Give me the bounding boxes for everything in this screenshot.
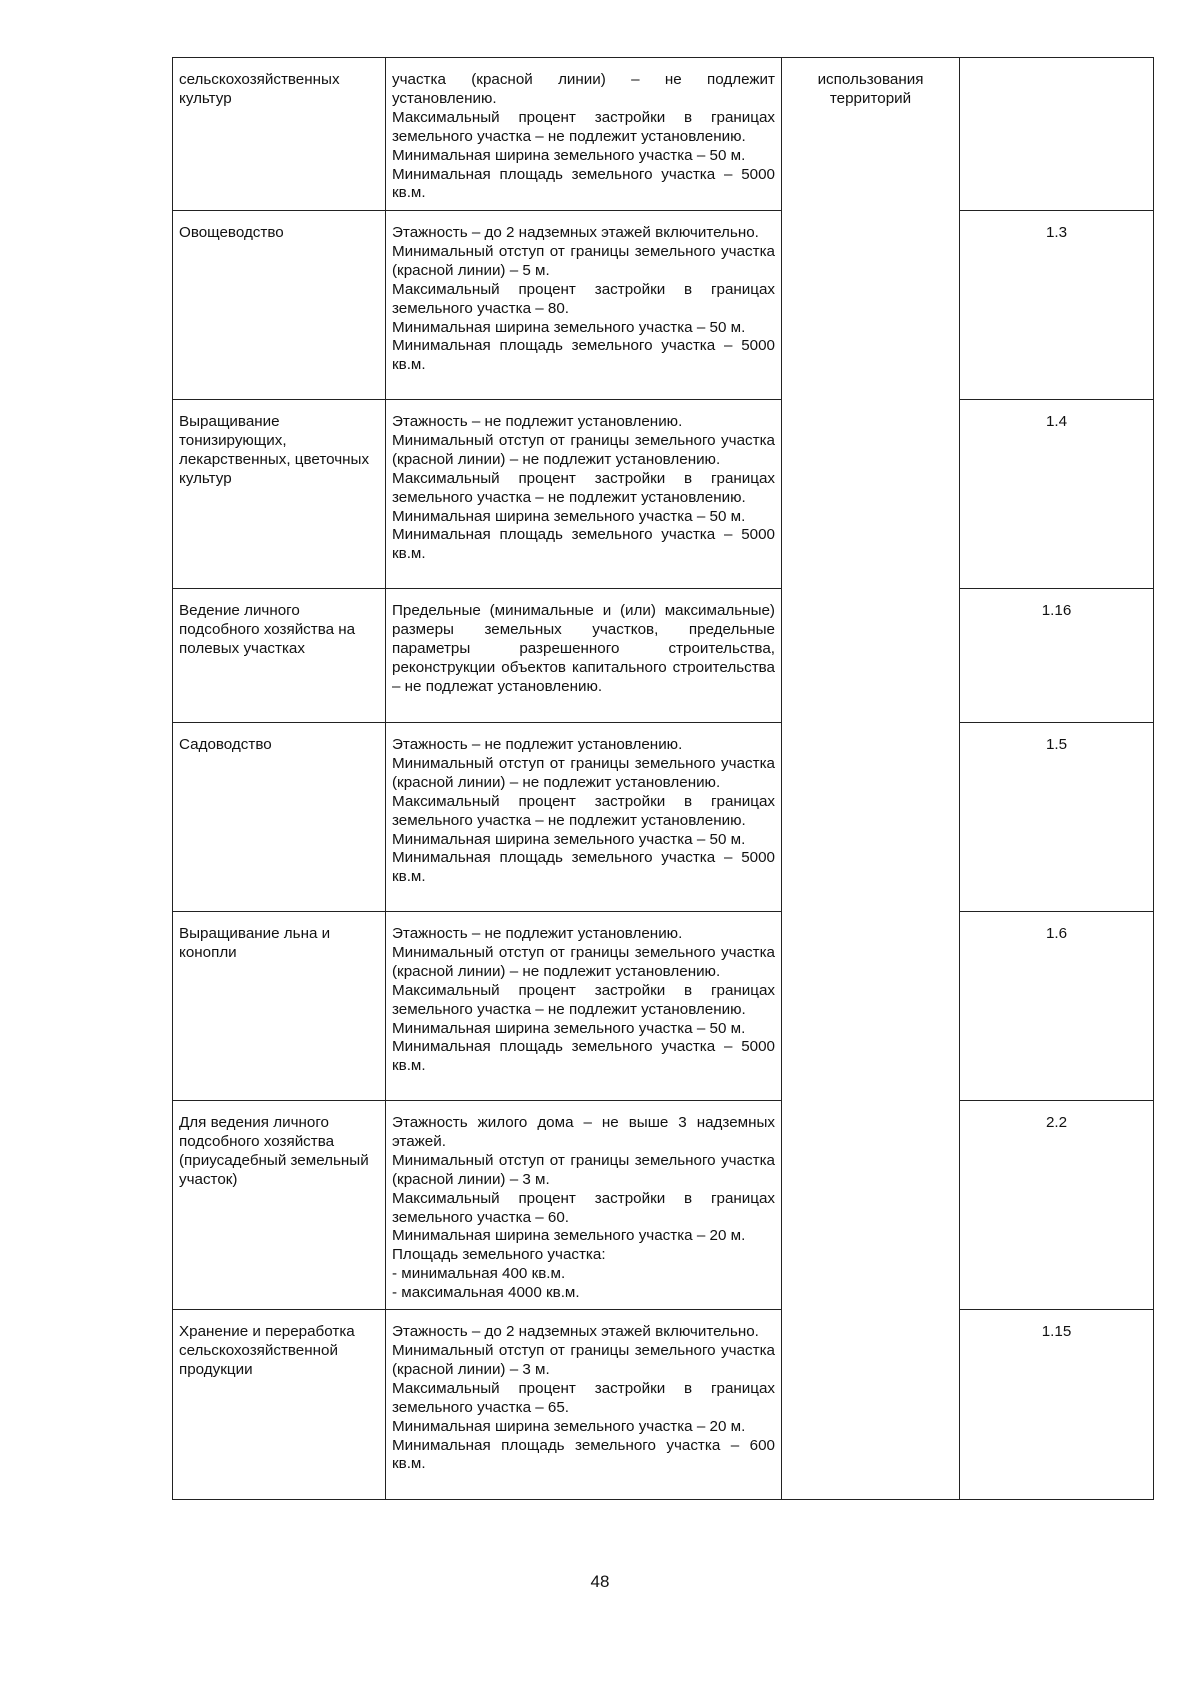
parameter-line: Максимальный процент застройки в границах земельного участка – 65. xyxy=(392,1379,775,1416)
use-type-name: Садоводство xyxy=(173,723,386,912)
parameter-line: Минимальная площадь земельного участка – 5000 кв.м. xyxy=(392,337,775,374)
land-use-regulations-table xyxy=(172,57,1154,1500)
parameter-line: Этажность – не подлежит установлению. xyxy=(392,736,683,753)
parameter-line: Минимальный отступ от границы земельного участка (красной линии) – не подлежит установлению. xyxy=(392,943,775,980)
parameter-line: Минимальная площадь земельного участка – 5000 кв.м. xyxy=(392,849,775,886)
classifier-code: 2.2 xyxy=(960,1101,1154,1310)
parameter-line: Минимальная ширина земельного участка – 50 м. xyxy=(392,1019,746,1037)
classifier-code: 1.16 xyxy=(960,589,1154,723)
parameter-line: Этажность – не подлежит установлению. xyxy=(392,925,683,942)
classifier-code: 1.4 xyxy=(960,400,1154,589)
page-number: 48 xyxy=(590,1572,610,1591)
table-row xyxy=(173,589,1154,723)
parameter-line: - минимальная 400 кв.м. xyxy=(392,1265,566,1283)
classifier-code: 1.5 xyxy=(960,723,1154,912)
parameter-line: Максимальный процент застройки в границах земельного участка – не подлежит установлению. xyxy=(392,981,775,1018)
use-type-name: сельскохозяйственных культур xyxy=(173,58,386,211)
parameter-line: Минимальная ширина земельного участка – 50 м. xyxy=(392,507,746,525)
use-type-name: Выращивание льна и конопли xyxy=(173,912,386,1101)
table-row xyxy=(173,58,1154,211)
parameters-cell xyxy=(386,58,782,211)
parameter-line: Этажность – до 2 надземных этажей включительно. xyxy=(392,224,759,241)
parameters-cell xyxy=(386,1310,782,1500)
use-type-name: Овощеводство xyxy=(173,211,386,400)
classifier-code: 1.3 xyxy=(960,211,1154,400)
classifier-code: 1.6 xyxy=(960,912,1154,1101)
table-row xyxy=(173,400,1154,589)
parameter-line: Площадь земельного участка: xyxy=(392,1246,606,1264)
use-type-name: Выращивание тонизирующих, лекарственных, цветочных культур xyxy=(173,400,386,589)
parameter-line: Максимальный процент застройки в границах земельного участка – не подлежит установлению. xyxy=(392,469,775,506)
parameter-line: Минимальный отступ от границы земельного участка (красной линии) – 3 м. xyxy=(392,1151,775,1188)
parameter-line: Минимальный отступ от границы земельного участка (красной линии) – 5 м. xyxy=(392,242,775,279)
use-type-name: Ведение личного подсобного хозяйства на полевых участках xyxy=(173,589,386,723)
table-row xyxy=(173,211,1154,400)
merged-conditions-cell: использования территорий xyxy=(782,58,960,1500)
parameter-line: участка (красной линии) – не подлежит установлению. xyxy=(392,71,775,107)
parameter-line: Минимальная ширина земельного участка – 50 м. xyxy=(392,318,746,336)
parameter-line: Минимальная ширина земельного участка – 20 м. xyxy=(392,1227,746,1245)
parameter-line: Максимальный процент застройки в границах земельного участка – не подлежит установлению. xyxy=(392,108,775,145)
parameter-line: Предельные (минимальные и (или) максимальные) размеры земельных участков, предельные параметры разрешенного строительства, реконструкции объектов капитального строительства – не подлежат установлению. xyxy=(392,602,775,695)
parameters-cell xyxy=(386,211,782,400)
table-row xyxy=(173,1310,1154,1500)
parameters-cell xyxy=(386,400,782,589)
parameter-line: Этажность – до 2 надземных этажей включительно. xyxy=(392,1323,759,1341)
parameter-line: Максимальный процент застройки в границах земельного участка – 60. xyxy=(392,1189,775,1226)
parameter-line: - максимальная 4000 кв.м. xyxy=(392,1284,580,1302)
parameters-cell xyxy=(386,589,782,723)
parameter-line: Максимальный процент застройки в границах земельного участка – не подлежит установлению. xyxy=(392,792,775,829)
parameter-line: Минимальная ширина земельного участка – 50 м. xyxy=(392,830,746,848)
table-row xyxy=(173,912,1154,1101)
classifier-code xyxy=(960,58,1154,211)
parameters-cell xyxy=(386,1101,782,1310)
parameters-cell xyxy=(386,912,782,1101)
table-row xyxy=(173,1101,1154,1310)
parameter-line: Минимальный отступ от границы земельного участка (красной линии) – не подлежит установлению. xyxy=(392,754,775,791)
parameter-line: Минимальная ширина земельного участка – 50 м. xyxy=(392,146,746,164)
parameter-line: Минимальная площадь земельного участка – 5000 кв.м. xyxy=(392,165,775,202)
parameter-line: Этажность – не подлежит установлению. xyxy=(392,413,683,430)
parameter-line: Минимальная ширина земельного участка – 20 м. xyxy=(392,1417,746,1435)
parameter-line: Минимальная площадь земельного участка – 600 кв.м. xyxy=(392,1436,775,1473)
parameter-line: Минимальный отступ от границы земельного участка (красной линии) – не подлежит установлению. xyxy=(392,431,775,468)
use-type-name: Хранение и переработка сельскохозяйственной продукции xyxy=(173,1310,386,1500)
parameters-cell xyxy=(386,723,782,912)
parameter-line: Минимальная площадь земельного участка – 5000 кв.м. xyxy=(392,526,775,563)
table-row xyxy=(173,723,1154,912)
use-type-name: Для ведения личного подсобного хозяйства (приусадебный земельный участок) xyxy=(173,1101,386,1310)
classifier-code: 1.15 xyxy=(960,1310,1154,1500)
parameter-line: Минимальный отступ от границы земельного участка (красной линии) – 3 м. xyxy=(392,1341,775,1378)
parameter-line: Этажность жилого дома – не выше 3 надземных этажей. xyxy=(392,1114,775,1150)
parameter-line: Минимальная площадь земельного участка – 5000 кв.м. xyxy=(392,1038,775,1075)
parameter-line: Максимальный процент застройки в границах земельного участка – 80. xyxy=(392,280,775,317)
